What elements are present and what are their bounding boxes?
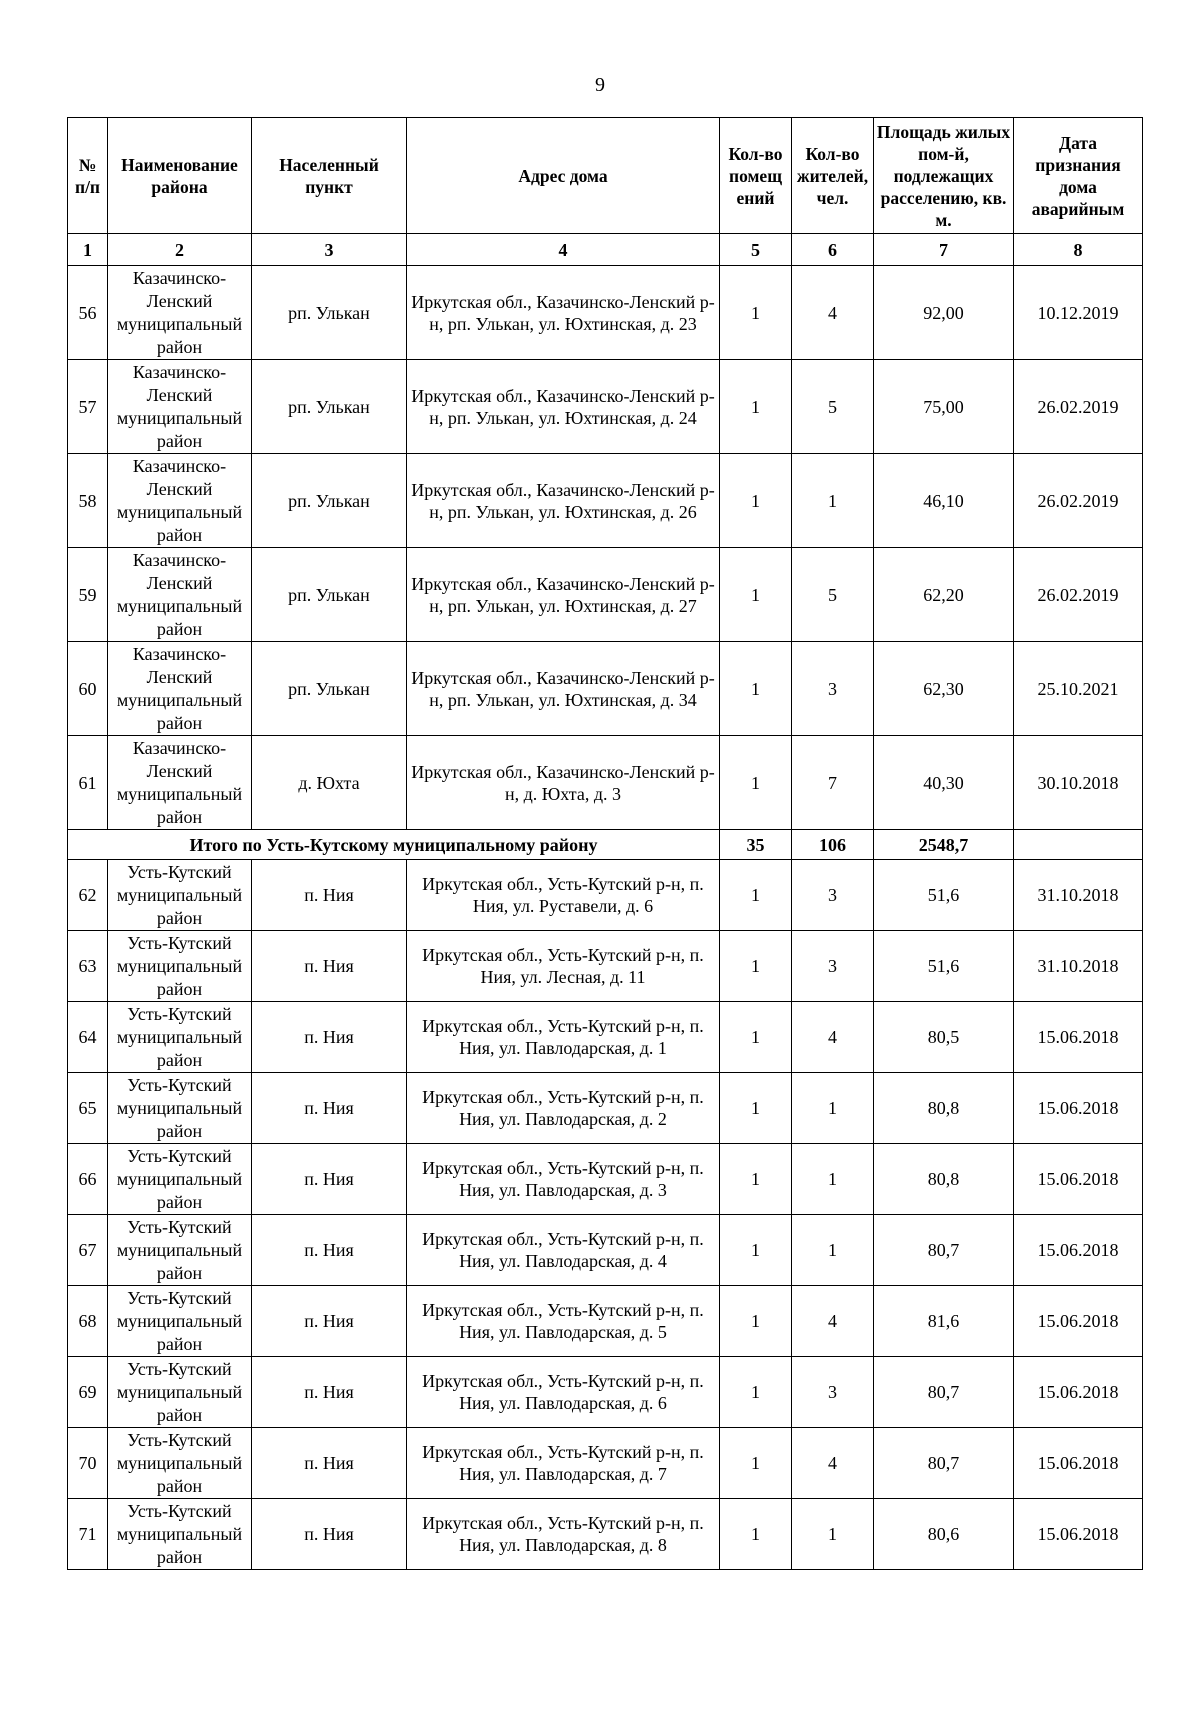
cell-residents: 5 xyxy=(792,548,874,642)
header-cell-date: Дата признания дома аварийным xyxy=(1014,118,1143,234)
cell-address: Иркутская обл., Усть-Кутский р-н, п. Ния, ул. Лесная, д. 11 xyxy=(407,931,720,1002)
cell-residents: 4 xyxy=(792,1286,874,1357)
cell-premises: 1 xyxy=(720,736,792,830)
table-row xyxy=(68,548,1143,642)
page-number: 9 xyxy=(595,74,605,96)
cell-locality: п. Ния xyxy=(252,1499,407,1570)
cell-date: 26.02.2019 xyxy=(1014,454,1143,548)
column-number: 2 xyxy=(108,234,252,266)
cell-area: 80,7 xyxy=(874,1357,1014,1428)
cell-num: 60 xyxy=(68,642,108,736)
cell-premises: 1 xyxy=(720,1499,792,1570)
header-cell-residents: Кол-во жителей, чел. xyxy=(792,118,874,234)
cell-area: 46,10 xyxy=(874,454,1014,548)
table-row xyxy=(68,266,1143,360)
cell-residents: 1 xyxy=(792,1144,874,1215)
cell-num: 62 xyxy=(68,860,108,931)
table-row xyxy=(68,1286,1143,1357)
cell-area: 80,7 xyxy=(874,1215,1014,1286)
cell-district: Казачинско-Ленский муниципальный район xyxy=(108,642,252,736)
cell-num: 63 xyxy=(68,931,108,1002)
subtotal-premises: 35 xyxy=(720,830,792,860)
cell-area: 80,7 xyxy=(874,1428,1014,1499)
cell-date: 10.12.2019 xyxy=(1014,266,1143,360)
cell-address: Иркутская обл., Усть-Кутский р-н, п. Ния, ул. Павлодарская, д. 3 xyxy=(407,1144,720,1215)
cell-address: Иркутская обл., Усть-Кутский р-н, п. Ния, ул. Павлодарская, д. 4 xyxy=(407,1215,720,1286)
cell-district: Казачинско-Ленский муниципальный район xyxy=(108,736,252,830)
cell-num: 69 xyxy=(68,1357,108,1428)
cell-area: 80,5 xyxy=(874,1002,1014,1073)
cell-locality: п. Ния xyxy=(252,1357,407,1428)
cell-date: 15.06.2018 xyxy=(1014,1144,1143,1215)
cell-locality: д. Юхта xyxy=(252,736,407,830)
cell-district: Казачинско-Ленский муниципальный район xyxy=(108,454,252,548)
subtotal-date xyxy=(1014,830,1143,860)
cell-residents: 3 xyxy=(792,860,874,931)
cell-residents: 4 xyxy=(792,1002,874,1073)
table-row xyxy=(68,1144,1143,1215)
cell-district: Усть-Кутский муниципальный район xyxy=(108,1357,252,1428)
column-number: 5 xyxy=(720,234,792,266)
cell-locality: рп. Улькан xyxy=(252,548,407,642)
cell-residents: 1 xyxy=(792,454,874,548)
header-cell-district: Наименование района xyxy=(108,118,252,234)
cell-area: 40,30 xyxy=(874,736,1014,830)
cell-date: 25.10.2021 xyxy=(1014,642,1143,736)
cell-date: 15.06.2018 xyxy=(1014,1073,1143,1144)
cell-address: Иркутская обл., Казачинско-Ленский р-н, д. Юхта, д. 3 xyxy=(407,736,720,830)
cell-num: 71 xyxy=(68,1499,108,1570)
header-row xyxy=(68,118,1143,234)
cell-premises: 1 xyxy=(720,266,792,360)
cell-district: Усть-Кутский муниципальный район xyxy=(108,931,252,1002)
cell-locality: п. Ния xyxy=(252,1073,407,1144)
cell-district: Казачинско-Ленский муниципальный район xyxy=(108,360,252,454)
cell-residents: 7 xyxy=(792,736,874,830)
column-number: 3 xyxy=(252,234,407,266)
column-number: 1 xyxy=(68,234,108,266)
cell-address: Иркутская обл., Казачинско-Ленский р-н, рп. Улькан, ул. Юхтинская, д. 24 xyxy=(407,360,720,454)
cell-address: Иркутская обл., Усть-Кутский р-н, п. Ния, ул. Павлодарская, д. 8 xyxy=(407,1499,720,1570)
cell-num: 59 xyxy=(68,548,108,642)
cell-num: 65 xyxy=(68,1073,108,1144)
cell-address: Иркутская обл., Казачинско-Ленский р-н, рп. Улькан, ул. Юхтинская, д. 23 xyxy=(407,266,720,360)
cell-date: 15.06.2018 xyxy=(1014,1428,1143,1499)
table-row xyxy=(68,454,1143,548)
cell-num: 68 xyxy=(68,1286,108,1357)
cell-address: Иркутская обл., Казачинско-Ленский р-н, рп. Улькан, ул. Юхтинская, д. 27 xyxy=(407,548,720,642)
subtotal-label: Итого по Усть-Кутскому муниципальному району xyxy=(68,830,720,860)
cell-date: 26.02.2019 xyxy=(1014,548,1143,642)
cell-address: Иркутская обл., Усть-Кутский р-н, п. Ния, ул. Павлодарская, д. 2 xyxy=(407,1073,720,1144)
table-row xyxy=(68,931,1143,1002)
cell-date: 30.10.2018 xyxy=(1014,736,1143,830)
cell-date: 26.02.2019 xyxy=(1014,360,1143,454)
cell-premises: 1 xyxy=(720,360,792,454)
table-body xyxy=(68,266,1143,1570)
cell-address: Иркутская обл., Усть-Кутский р-н, п. Ния, ул. Павлодарская, д. 6 xyxy=(407,1357,720,1428)
cell-num: 58 xyxy=(68,454,108,548)
column-number: 7 xyxy=(874,234,1014,266)
header-cell-address: Адрес дома xyxy=(407,118,720,234)
cell-num: 57 xyxy=(68,360,108,454)
cell-residents: 3 xyxy=(792,931,874,1002)
cell-locality: рп. Улькан xyxy=(252,360,407,454)
cell-num: 67 xyxy=(68,1215,108,1286)
cell-district: Казачинско-Ленский муниципальный район xyxy=(108,548,252,642)
cell-area: 80,8 xyxy=(874,1073,1014,1144)
header-cell-locality: Населенный пункт xyxy=(252,118,407,234)
cell-premises: 1 xyxy=(720,1428,792,1499)
table-row xyxy=(68,1428,1143,1499)
table-row xyxy=(68,1215,1143,1286)
cell-residents: 1 xyxy=(792,1073,874,1144)
cell-area: 62,20 xyxy=(874,548,1014,642)
table-row xyxy=(68,1073,1143,1144)
table-row xyxy=(68,1002,1143,1073)
cell-district: Усть-Кутский муниципальный район xyxy=(108,1499,252,1570)
cell-address: Иркутская обл., Казачинско-Ленский р-н, рп. Улькан, ул. Юхтинская, д. 26 xyxy=(407,454,720,548)
header-cell-num: № п/п xyxy=(68,118,108,234)
cell-premises: 1 xyxy=(720,1286,792,1357)
cell-locality: п. Ния xyxy=(252,860,407,931)
subtotal-row xyxy=(68,830,1143,860)
cell-district: Казачинско-Ленский муниципальный район xyxy=(108,266,252,360)
cell-residents: 4 xyxy=(792,1428,874,1499)
cell-date: 15.06.2018 xyxy=(1014,1499,1143,1570)
cell-address: Иркутская обл., Казачинско-Ленский р-н, рп. Улькан, ул. Юхтинская, д. 34 xyxy=(407,642,720,736)
cell-address: Иркутская обл., Усть-Кутский р-н, п. Ния, ул. Павлодарская, д. 5 xyxy=(407,1286,720,1357)
cell-address: Иркутская обл., Усть-Кутский р-н, п. Ния, ул. Павлодарская, д. 7 xyxy=(407,1428,720,1499)
cell-locality: рп. Улькан xyxy=(252,454,407,548)
table-row xyxy=(68,860,1143,931)
cell-district: Усть-Кутский муниципальный район xyxy=(108,1428,252,1499)
subtotal-residents: 106 xyxy=(792,830,874,860)
cell-locality: п. Ния xyxy=(252,1144,407,1215)
cell-district: Усть-Кутский муниципальный район xyxy=(108,1002,252,1073)
header-cell-area: Площадь жилых пом-й, подлежащих расселению, кв. м. xyxy=(874,118,1014,234)
emergency-housing-table xyxy=(67,117,1143,1570)
subtotal-area: 2548,7 xyxy=(874,830,1014,860)
cell-date: 15.06.2018 xyxy=(1014,1002,1143,1073)
cell-locality: рп. Улькан xyxy=(252,266,407,360)
header-cell-premises: Кол-во помещ ений xyxy=(720,118,792,234)
cell-locality: п. Ния xyxy=(252,1002,407,1073)
cell-premises: 1 xyxy=(720,1073,792,1144)
cell-date: 15.06.2018 xyxy=(1014,1215,1143,1286)
table-row xyxy=(68,642,1143,736)
cell-district: Усть-Кутский муниципальный район xyxy=(108,1286,252,1357)
cell-premises: 1 xyxy=(720,931,792,1002)
cell-num: 61 xyxy=(68,736,108,830)
cell-district: Усть-Кутский муниципальный район xyxy=(108,1073,252,1144)
cell-locality: п. Ния xyxy=(252,1215,407,1286)
cell-locality: п. Ния xyxy=(252,1428,407,1499)
cell-area: 92,00 xyxy=(874,266,1014,360)
cell-address: Иркутская обл., Усть-Кутский р-н, п. Ния, ул. Павлодарская, д. 1 xyxy=(407,1002,720,1073)
cell-num: 64 xyxy=(68,1002,108,1073)
cell-residents: 1 xyxy=(792,1499,874,1570)
cell-locality: п. Ния xyxy=(252,1286,407,1357)
cell-num: 66 xyxy=(68,1144,108,1215)
cell-district: Усть-Кутский муниципальный район xyxy=(108,1144,252,1215)
cell-area: 51,6 xyxy=(874,860,1014,931)
cell-area: 62,30 xyxy=(874,642,1014,736)
table-row xyxy=(68,1499,1143,1570)
cell-locality: рп. Улькан xyxy=(252,642,407,736)
cell-residents: 5 xyxy=(792,360,874,454)
cell-premises: 1 xyxy=(720,548,792,642)
cell-premises: 1 xyxy=(720,860,792,931)
cell-premises: 1 xyxy=(720,1144,792,1215)
cell-address: Иркутская обл., Усть-Кутский р-н, п. Ния, ул. Руставели, д. 6 xyxy=(407,860,720,931)
cell-residents: 1 xyxy=(792,1215,874,1286)
cell-date: 31.10.2018 xyxy=(1014,931,1143,1002)
column-number: 4 xyxy=(407,234,720,266)
cell-district: Усть-Кутский муниципальный район xyxy=(108,1215,252,1286)
cell-date: 15.06.2018 xyxy=(1014,1357,1143,1428)
cell-residents: 3 xyxy=(792,1357,874,1428)
cell-premises: 1 xyxy=(720,1002,792,1073)
table-row xyxy=(68,360,1143,454)
cell-area: 75,00 xyxy=(874,360,1014,454)
cell-locality: п. Ния xyxy=(252,931,407,1002)
cell-date: 15.06.2018 xyxy=(1014,1286,1143,1357)
table-row xyxy=(68,1357,1143,1428)
cell-area: 80,6 xyxy=(874,1499,1014,1570)
cell-premises: 1 xyxy=(720,642,792,736)
table-row xyxy=(68,736,1143,830)
column-number-row xyxy=(68,234,1143,266)
cell-premises: 1 xyxy=(720,1357,792,1428)
cell-area: 51,6 xyxy=(874,931,1014,1002)
cell-district: Усть-Кутский муниципальный район xyxy=(108,860,252,931)
cell-area: 81,6 xyxy=(874,1286,1014,1357)
cell-num: 70 xyxy=(68,1428,108,1499)
cell-premises: 1 xyxy=(720,454,792,548)
cell-area: 80,8 xyxy=(874,1144,1014,1215)
column-number: 6 xyxy=(792,234,874,266)
cell-num: 56 xyxy=(68,266,108,360)
cell-premises: 1 xyxy=(720,1215,792,1286)
cell-residents: 3 xyxy=(792,642,874,736)
cell-date: 31.10.2018 xyxy=(1014,860,1143,931)
cell-residents: 4 xyxy=(792,266,874,360)
column-number: 8 xyxy=(1014,234,1143,266)
